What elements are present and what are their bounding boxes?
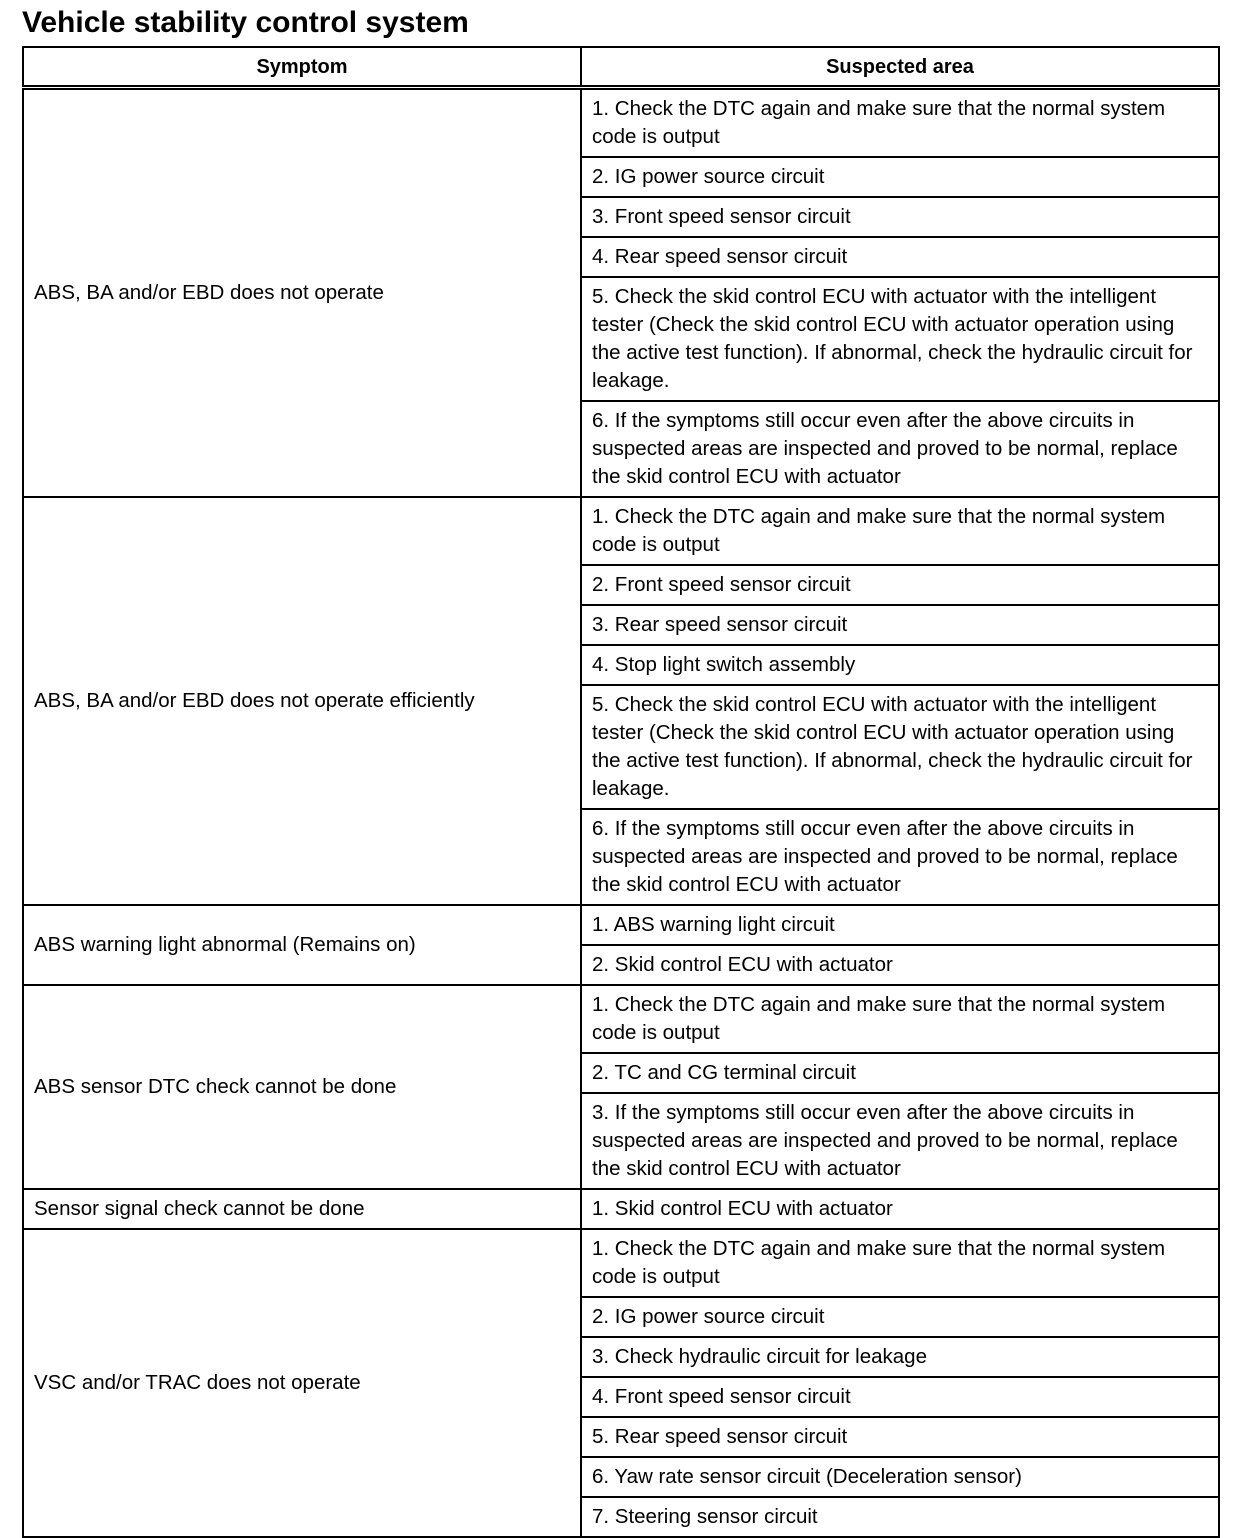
suspected-area-cell: 6. If the symptoms still occur even after the above circuits in suspected areas are inspected and proved to be normal, replace the skid control ECU with actuator (581, 809, 1219, 905)
table-row (23, 88, 1219, 158)
suspected-area-cell: 1. Skid control ECU with actuator (581, 1189, 1219, 1229)
symptom-cell: ABS, BA and/or EBD does not operate (23, 88, 581, 498)
page-title: Vehicle stability control system (22, 6, 469, 39)
table-row (23, 985, 1219, 1053)
table-row (23, 1189, 1219, 1229)
table-body (23, 88, 1219, 1538)
table-row (23, 1229, 1219, 1297)
suspected-area-cell: 4. Stop light switch assembly (581, 645, 1219, 685)
troubleshooting-table (22, 46, 1220, 1538)
suspected-area-cell: 5. Rear speed sensor circuit (581, 1417, 1219, 1457)
header-row (23, 47, 1219, 88)
suspected-area-cell: 7. Steering sensor circuit (581, 1497, 1219, 1537)
suspected-area-cell: 6. If the symptoms still occur even after the above circuits in suspected areas are inspected and proved to be normal, replace the skid control ECU with actuator (581, 401, 1219, 497)
table-row (23, 497, 1219, 565)
symptom-cell: Sensor signal check cannot be done (23, 1189, 581, 1229)
symptom-column-header: Symptom (23, 47, 581, 88)
symptom-cell: ABS warning light abnormal (Remains on) (23, 905, 581, 985)
suspected-area-cell: 3. If the symptoms still occur even after the above circuits in suspected areas are inspected and proved to be normal, replace the skid control ECU with actuator (581, 1093, 1219, 1189)
suspected-area-cell: 6. Yaw rate sensor circuit (Deceleration sensor) (581, 1457, 1219, 1497)
suspected-area-cell: 4. Front speed sensor circuit (581, 1377, 1219, 1417)
suspected-area-cell: 2. IG power source circuit (581, 1297, 1219, 1337)
suspected-area-cell: 1. Check the DTC again and make sure that the normal system code is output (581, 88, 1219, 158)
symptom-cell: VSC and/or TRAC does not operate (23, 1229, 581, 1537)
suspected-area-cell: 1. Check the DTC again and make sure that the normal system code is output (581, 985, 1219, 1053)
table-row (23, 905, 1219, 945)
suspected-area-cell: 1. Check the DTC again and make sure that the normal system code is output (581, 497, 1219, 565)
suspected-area-cell: 3. Check hydraulic circuit for leakage (581, 1337, 1219, 1377)
suspected-area-cell: 1. Check the DTC again and make sure that the normal system code is output (581, 1229, 1219, 1297)
suspected-area-cell: 5. Check the skid control ECU with actuator with the intelligent tester (Check the skid control ECU with actuator operation using the active test function). If abnormal, check the hydraulic circuit for leakage. (581, 277, 1219, 401)
suspected-area-cell: 3. Front speed sensor circuit (581, 197, 1219, 237)
symptom-cell: ABS, BA and/or EBD does not operate efficiently (23, 497, 581, 905)
suspected-area-cell: 3. Rear speed sensor circuit (581, 605, 1219, 645)
symptom-cell: ABS sensor DTC check cannot be done (23, 985, 581, 1189)
suspected-area-cell: 1. ABS warning light circuit (581, 905, 1219, 945)
troubleshooting-table-container (22, 46, 1218, 1538)
suspected-area-cell: 2. TC and CG terminal circuit (581, 1053, 1219, 1093)
suspected-area-column-header: Suspected area (581, 47, 1219, 88)
suspected-area-cell: 5. Check the skid control ECU with actuator with the intelligent tester (Check the skid control ECU with actuator operation using the active test function). If abnormal, check the hydraulic circuit for leakage. (581, 685, 1219, 809)
suspected-area-cell: 4. Rear speed sensor circuit (581, 237, 1219, 277)
suspected-area-cell: 2. Skid control ECU with actuator (581, 945, 1219, 985)
table-header (23, 47, 1219, 88)
suspected-area-cell: 2. IG power source circuit (581, 157, 1219, 197)
suspected-area-cell: 2. Front speed sensor circuit (581, 565, 1219, 605)
